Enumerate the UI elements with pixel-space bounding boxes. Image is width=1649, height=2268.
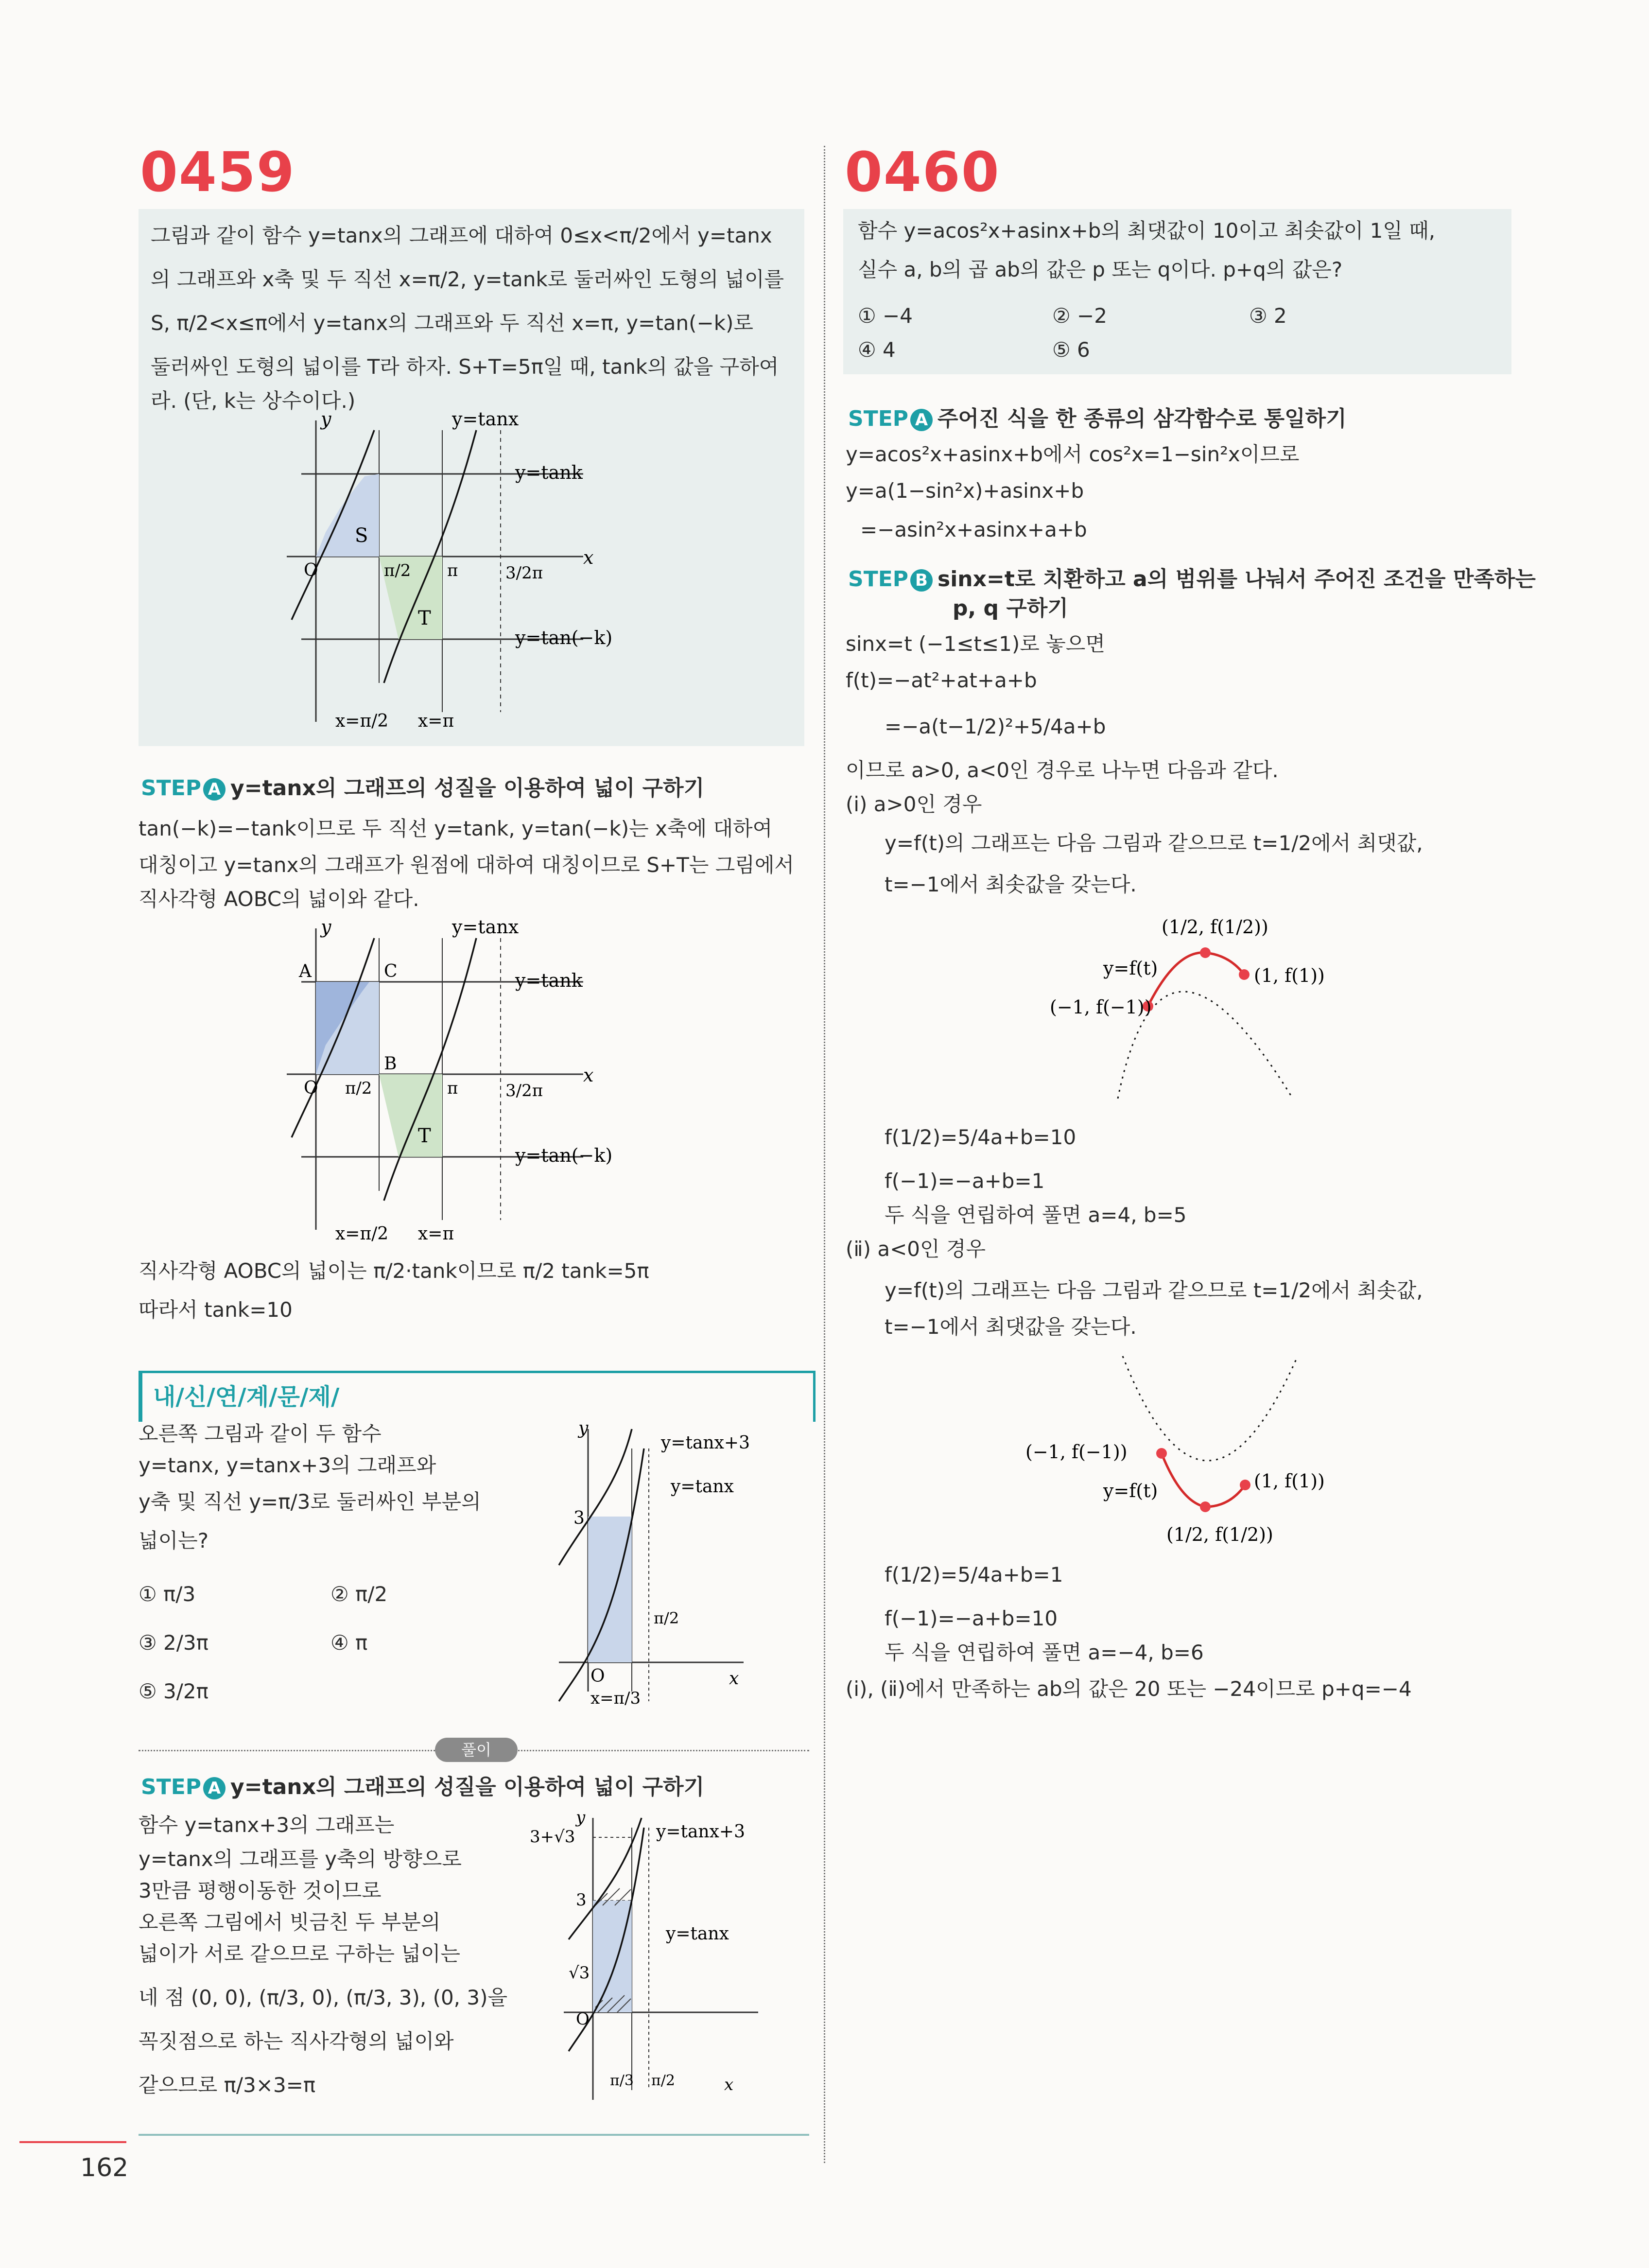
fig1-pi2-label: π/2	[384, 561, 411, 580]
naeshin-q-4: 넓이는?	[139, 1529, 209, 1553]
fig1-x-label: x	[583, 547, 594, 568]
fig2-C-label: C	[384, 961, 398, 981]
fig1-S-label: S	[355, 524, 368, 547]
g1-top-label: (1/2, f(1/2))	[1162, 916, 1268, 938]
step2-line-6: 네 점 (0, 0), (π/3, 0), (π/3, 3), (0, 3)을	[139, 1986, 508, 2009]
problem-number-0460: 0460	[845, 141, 1000, 204]
step-letter-a: A	[203, 778, 226, 801]
fig-naeshin-graph	[549, 1419, 802, 1711]
step-b-0460	[848, 561, 1536, 593]
case2-line-1: (ⅱ) a<0인 경우	[846, 1237, 986, 1261]
naeshin-q-2: y=tanx, y=tanx+3의 그래프와	[139, 1453, 436, 1477]
step-a-title-0460: 주어진 식을 한 종류의 삼각함수로 통일하기	[937, 406, 1347, 431]
step2-line-3: 3만큼 평행이동한 것이므로	[139, 1879, 382, 1902]
curve-case1	[1148, 953, 1244, 1006]
naeshin-choice-1[interactable]: ① π/3	[139, 1582, 196, 1606]
point2-1	[1240, 1480, 1250, 1490]
sol0459-line-1: tan(−k)=−tank이므로 두 직선 y=tank, y=tan(−k)는 x축에 대하여	[139, 817, 773, 840]
q0459-line-2: 의 그래프와 x축 및 두 직선 x=π/2, y=tank로 둘러싸인 도형의 넓이를	[151, 267, 784, 291]
fig2-ytan-label: y=tanx	[452, 919, 519, 938]
page-number-rule	[19, 2141, 126, 2143]
fig1-pi-label: π	[447, 561, 458, 580]
sol0459-end-2: 따라서 tank=10	[139, 1298, 293, 1322]
fig2-3pi2-label: 3/2π	[505, 1081, 543, 1100]
stepB-line-6: y=f(t)의 그래프는 다음 그림과 같으므로 t=1/2에서 최댓값,	[885, 831, 1423, 855]
step-label-2: STEP	[141, 1775, 202, 1799]
fig2-pi-label: π	[447, 1079, 458, 1098]
fig3-y-label: y	[578, 1419, 589, 1438]
fig2-T-label: T	[418, 1125, 431, 1147]
fig1-tank-label: y=tank	[515, 462, 583, 483]
step2-line-7: 꼭짓점으로 하는 직사각형의 넓이와	[139, 2029, 454, 2053]
sol0459-line-2: 대칭이고 y=tanx의 그래프가 원점에 대하여 대칭이므로 S+T는 그림에서	[139, 853, 794, 877]
column-divider	[824, 146, 825, 2163]
fig1-ytan-label: y=tanx	[452, 411, 519, 430]
conclusion: (ⅰ), (ⅱ)에서 만족하는 ab의 값은 20 또는 −24이므로 p+q=−4	[846, 1677, 1412, 1701]
fig3-tan-label: y=tanx	[671, 1477, 734, 1497]
fig3-O-label: O	[590, 1666, 605, 1686]
step-label-3: STEP	[848, 406, 909, 431]
step2-title: y=tanx의 그래프의 성질을 이용하여 넓이 구하기	[230, 1775, 705, 1799]
step2-line-5: 넓이가 서로 같으므로 구하는 넓이는	[139, 1942, 460, 1966]
case2-eq-3: 두 식을 연립하여 풀면 a=−4, b=6	[885, 1640, 1204, 1664]
naeshin-choice-3[interactable]: ③ 2/3π	[139, 1631, 208, 1655]
fig3-xpi3-label: x=π/3	[590, 1689, 641, 1708]
fig4-r3-label: √3	[569, 1963, 590, 1983]
left-bottom-rule	[139, 2134, 809, 2136]
case2-line-2: y=f(t)의 그래프는 다음 그림과 같으므로 t=1/2에서 최솟값,	[885, 1278, 1423, 1302]
step-letter-a-2: A	[203, 1777, 226, 1799]
curve-case2	[1162, 1453, 1245, 1507]
naeshin-q-3: y축 및 직선 y=π/3로 둘러싸인 부분의	[139, 1490, 481, 1514]
sol0459-line-3: 직사각형 AOBC의 넓이와 같다.	[139, 887, 419, 911]
step2-line-4: 오른쪽 그림에서 빗금친 두 부분의	[139, 1910, 441, 1934]
problem-number-0459: 0459	[140, 141, 295, 204]
case2-eq-2: f(−1)=−a+b=10	[885, 1606, 1058, 1630]
fig2-x-label: x	[583, 1064, 594, 1086]
stepA0460-line-1: y=acos²x+asinx+b에서 cos²x=1−sin²x이므로	[846, 442, 1300, 466]
fig2-pi2-label: π/2	[345, 1079, 372, 1098]
q0459-line-5: 라. (단, k는 상수이다.)	[151, 389, 356, 413]
fig2-B-label: B	[384, 1054, 397, 1074]
stepB-line-7: t=−1에서 최솟값을 갖는다.	[885, 872, 1137, 896]
fig1-xpi-label: x=π	[418, 711, 454, 731]
fig1-O-label: O	[304, 560, 318, 580]
fig1-3pi2-label: 3/2π	[505, 563, 543, 583]
stepB-line-5: (ⅰ) a>0인 경우	[846, 792, 982, 816]
point2-minus1	[1156, 1448, 1167, 1459]
pul-badge: 풀이	[435, 1738, 518, 1762]
stepA0460-line-3: =−asin²x+asinx+a+b	[860, 518, 1087, 541]
fig-0459-rect-graph	[272, 919, 622, 1249]
g2-left-label: (−1, f(−1))	[1025, 1441, 1128, 1463]
choice-2[interactable]: ② −2	[1052, 304, 1107, 328]
fig2-tanmk-label: y=tan(−k)	[515, 1145, 613, 1166]
step2-line-1: 함수 y=tanx+3의 그래프는	[139, 1813, 395, 1837]
graph-case1-parabola	[1021, 904, 1371, 1113]
fig4-x-label: x	[724, 2075, 734, 2094]
q0460-line-1: 함수 y=acos²x+asinx+b의 최댓값이 10이고 최솟값이 1일 때,	[858, 219, 1436, 243]
fig2-xpi2-label: x=π/2	[335, 1224, 389, 1244]
case2-line-3: t=−1에서 최댓값을 갖는다.	[885, 1315, 1137, 1339]
case1-eq-1: f(1/2)=5/4a+b=10	[885, 1125, 1076, 1149]
step2-line-2: y=tanx의 그래프를 y축의 방향으로	[139, 1847, 462, 1871]
g2-f-label: y=f(t)	[1103, 1480, 1158, 1501]
naeshin-choice-2[interactable]: ② π/2	[330, 1582, 388, 1606]
fig1-T-label: T	[418, 607, 431, 629]
stepB-line-3: =−a(t−1/2)²+5/4a+b	[885, 715, 1106, 738]
fig2-xpi-label: x=π	[418, 1224, 454, 1244]
fig1-y-label: y	[321, 411, 331, 430]
fig3-x-label: x	[729, 1669, 739, 1689]
fig4-pi2-label: π/2	[651, 2072, 675, 2089]
fig4-3-label: 3	[576, 1890, 587, 1910]
g1-f-label: y=f(t)	[1103, 958, 1158, 979]
naeshin-choice-5[interactable]: ⑤ 3/2π	[139, 1679, 208, 1703]
choice-4[interactable]: ④ 4	[858, 338, 896, 362]
case1-eq-2: f(−1)=−a+b=1	[885, 1169, 1045, 1193]
naeshin-q-1: 오른쪽 그림과 같이 두 함수	[139, 1422, 382, 1446]
step-label-4: STEP	[848, 567, 909, 592]
page-number: 162	[80, 2153, 129, 2182]
fig3-pi2-label: π/2	[654, 1609, 679, 1627]
step2-line-8: 같으므로 π/3×3=π	[139, 2073, 316, 2097]
fig3-3-label: 3	[573, 1508, 585, 1528]
step-b-title-1: sinx=t로 치환하고 a의 범위를 나눠서 주어진 조건을 만족하는	[937, 567, 1536, 592]
sol0459-end-1: 직사각형 AOBC의 넓이는 π/2·tank이므로 π/2 tank=5π	[139, 1259, 649, 1283]
stepB-line-2: f(t)=−at²+at+a+b	[846, 668, 1037, 692]
region-T2	[379, 1074, 442, 1157]
naeshin-title: 내/신/연/계/문/제/	[153, 1383, 340, 1411]
g2-right-label: (1, f(1))	[1254, 1470, 1325, 1492]
stepB-line-4: 이므로 a>0, a<0인 경우로 나누면 다음과 같다.	[846, 758, 1279, 782]
choice-3[interactable]: ③ 2	[1249, 304, 1287, 328]
fig3-top-label: y=tanx+3	[661, 1433, 750, 1453]
q0459-line-3: S, π/2<x≤π에서 y=tanx의 그래프와 두 직선 x=π, y=tan(−k)로	[151, 311, 754, 335]
fig2-O-label: O	[304, 1078, 318, 1098]
fig4-tan-label: y=tanx	[666, 1924, 729, 1944]
fig2-A-label: A	[299, 961, 312, 981]
step-b-title-2: p, q 구하기	[953, 596, 1068, 621]
step-a-0460	[848, 401, 1347, 432]
fig1-xpi2-label: x=π/2	[335, 711, 389, 731]
stepB-line-1: sinx=t (−1≤t≤1)로 놓으면	[846, 632, 1105, 656]
region-S	[316, 474, 379, 557]
graph-case2-parabola	[1021, 1351, 1371, 1560]
g2-bottom-label: (1/2, f(1/2))	[1166, 1524, 1273, 1545]
fig-naeshin-solution-graph	[515, 1808, 807, 2110]
naeshin-choice-4[interactable]: ④ π	[330, 1631, 368, 1655]
fig2-tank-label: y=tank	[515, 970, 583, 991]
q0459-line-1: 그림과 같이 함수 y=tanx의 그래프에 대하여 0≤x<π/2에서 y=tanx	[151, 224, 772, 247]
point-half	[1200, 947, 1211, 958]
step-label: STEP	[141, 776, 202, 801]
choice-1[interactable]: ① −4	[858, 304, 913, 328]
q0460-line-2: 실수 a, b의 곱 ab의 값은 p 또는 q이다. p+q의 값은?	[858, 258, 1343, 281]
step-a-naeshin	[141, 1769, 704, 1800]
step-letter-a-3: A	[910, 409, 933, 431]
step-letter-b: B	[910, 569, 933, 592]
fig1-tanmk-label: y=tan(−k)	[515, 627, 613, 648]
point-1	[1239, 969, 1250, 980]
point2-half	[1200, 1501, 1211, 1512]
step-a-0459	[141, 770, 704, 802]
g1-right-label: (1, f(1))	[1254, 965, 1325, 986]
case1-eq-3: 두 식을 연립하여 풀면 a=4, b=5	[885, 1203, 1187, 1227]
g1-left-label: (−1, f(−1))	[1050, 996, 1152, 1018]
fig2-y-label: y	[321, 919, 331, 938]
fig4-top-label: y=tanx+3	[656, 1822, 745, 1842]
fig4-3r3-label: 3+√3	[530, 1827, 575, 1847]
step-a-title: y=tanx의 그래프의 성질을 이용하여 넓이 구하기	[230, 776, 705, 801]
choice-5[interactable]: ⑤ 6	[1052, 338, 1090, 362]
fig4-O-label: O	[576, 2009, 590, 2029]
case2-eq-1: f(1/2)=5/4a+b=1	[885, 1563, 1063, 1587]
stepA0460-line-2: y=a(1−sin²x)+asinx+b	[846, 479, 1084, 503]
fig4-pi3-label: π/3	[610, 2072, 634, 2089]
fig-0459-tan-graph	[272, 411, 622, 741]
q0459-line-4: 둘러싸인 도형의 넓이를 T라 하자. S+T=5π일 때, tank의 값을 구하여	[151, 355, 779, 379]
fig4-y-label: y	[576, 1808, 586, 1827]
